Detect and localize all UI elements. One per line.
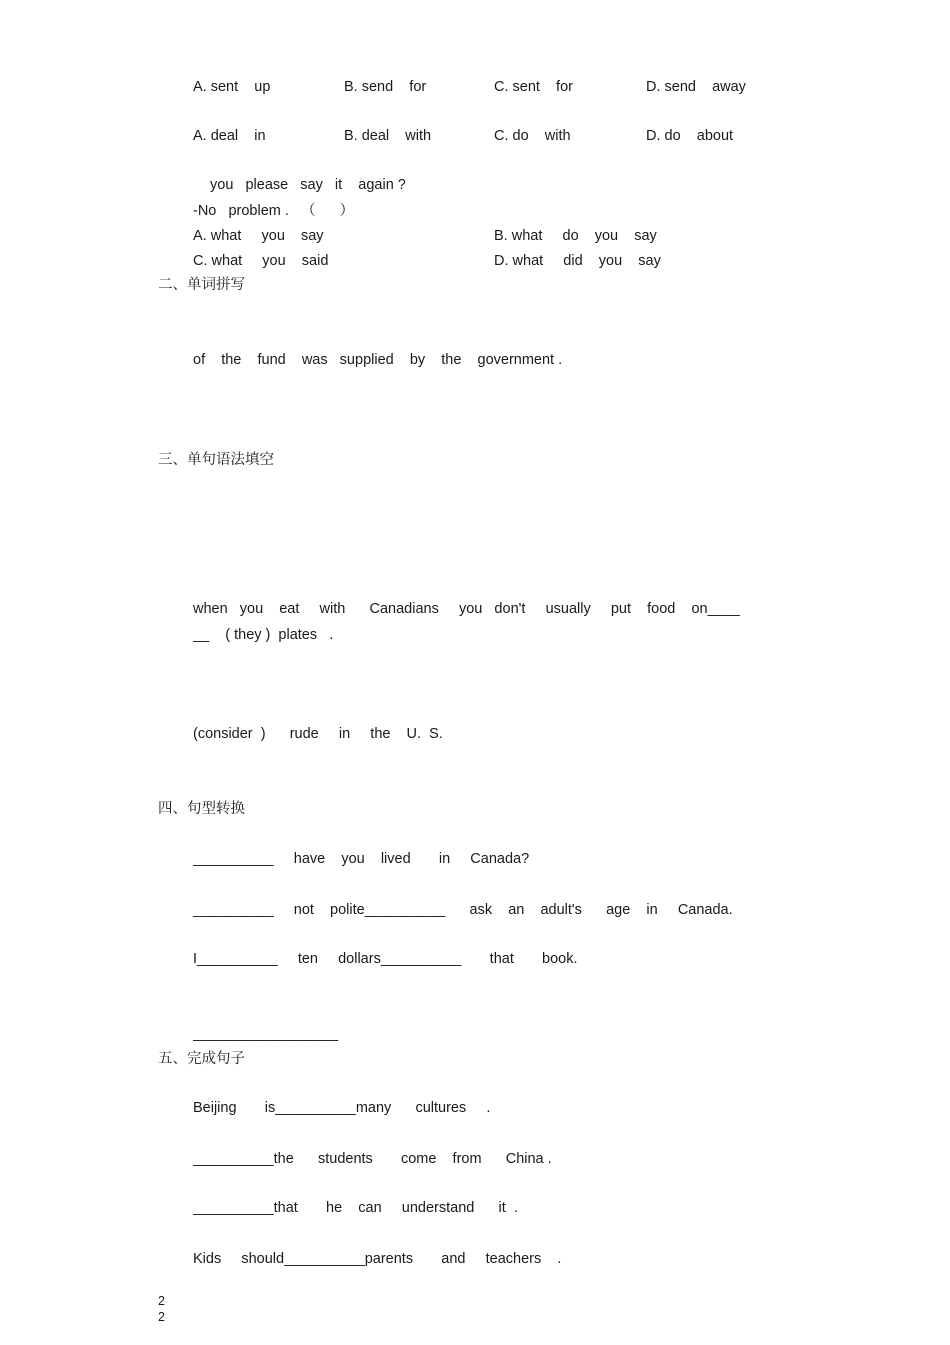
question-44-continuation: Kids should__________parents and teachers .	[193, 1251, 562, 1267]
q18-option-d: D. send away	[646, 79, 746, 95]
q18-option-b: B. send for	[344, 79, 427, 95]
q20-options-row1	[193, 226, 833, 246]
question-38	[158, 925, 798, 945]
section-heading-transform: 四、句型转换	[158, 801, 245, 817]
question-30-continuation: when you eat with Canadians you don't usually put food on____	[193, 601, 740, 617]
question-33-continuation: (consider ) rude in the U. S.	[193, 726, 443, 742]
question-25	[158, 426, 798, 446]
q19-option-c: C. do with	[494, 128, 571, 144]
page-number: 2	[158, 1294, 165, 1308]
question-29	[158, 550, 798, 570]
q19-option-a: A. deal in	[193, 128, 266, 144]
section-heading-complete: 五、完成句子	[158, 1051, 245, 1067]
q19-option-b: B. deal with	[344, 128, 432, 144]
question-37-continuation: __________ not polite__________ ask an adult's age in Canada.	[193, 902, 733, 918]
q18-option-c: C. sent for	[494, 79, 573, 95]
question-26	[158, 475, 798, 495]
question-42	[158, 1124, 798, 1144]
question-30-continuation-2: __ ( they ) plates .	[193, 627, 334, 643]
question-42-continuation: __________the students come from China .	[193, 1151, 552, 1167]
question-30	[158, 575, 798, 595]
question-41	[158, 1073, 798, 1093]
question-24	[158, 400, 798, 420]
q20-option-b: B. what do you say	[494, 228, 657, 244]
section-heading-grammar: 三、单句语法填空	[158, 452, 274, 468]
question-44	[158, 1223, 798, 1243]
q18-option-a: A. sent up	[193, 79, 271, 95]
question-20-reply: -No problem . （ ）	[193, 203, 355, 219]
question-21	[158, 300, 798, 320]
q20-option-d: D. what did you say	[494, 253, 661, 269]
question-43	[158, 1174, 798, 1194]
question-39	[158, 974, 798, 994]
question-37	[158, 874, 798, 894]
question-41-continuation: Beijing is__________many cultures .	[193, 1100, 491, 1116]
question-23	[158, 375, 798, 395]
section-heading-spelling: 二、单词拼写	[158, 277, 245, 293]
question-22-continuation: of the fund was supplied by the government .	[193, 352, 563, 368]
question-20	[158, 151, 798, 171]
q19-option-d: D. do about	[646, 128, 734, 144]
q18-options	[193, 77, 833, 97]
question-40	[158, 999, 798, 1019]
question-36-continuation: __________ have you lived in Canada?	[193, 851, 530, 867]
q19-options	[193, 126, 833, 146]
question-36	[158, 825, 798, 845]
question-33	[158, 700, 798, 720]
question-27	[158, 500, 798, 520]
question-32	[158, 676, 798, 696]
q20-option-a: A. what you say	[193, 228, 324, 244]
question-35	[158, 774, 798, 794]
question-22	[158, 325, 798, 345]
question-40-answer-line: __________________	[193, 1026, 339, 1042]
question-20-continuation: you please say it again ?	[210, 177, 406, 193]
question-38-continuation: I__________ ten dollars__________ that book.	[193, 951, 578, 967]
q20-options-row2	[193, 251, 833, 271]
page-number-repeat: 2	[158, 1310, 165, 1324]
q20-option-c: C. what you said	[193, 253, 329, 269]
question-19	[158, 101, 798, 121]
question-31	[158, 650, 798, 670]
question-28	[158, 525, 798, 545]
question-34	[158, 750, 798, 770]
question-43-continuation: __________that he can understand it .	[193, 1200, 518, 1216]
